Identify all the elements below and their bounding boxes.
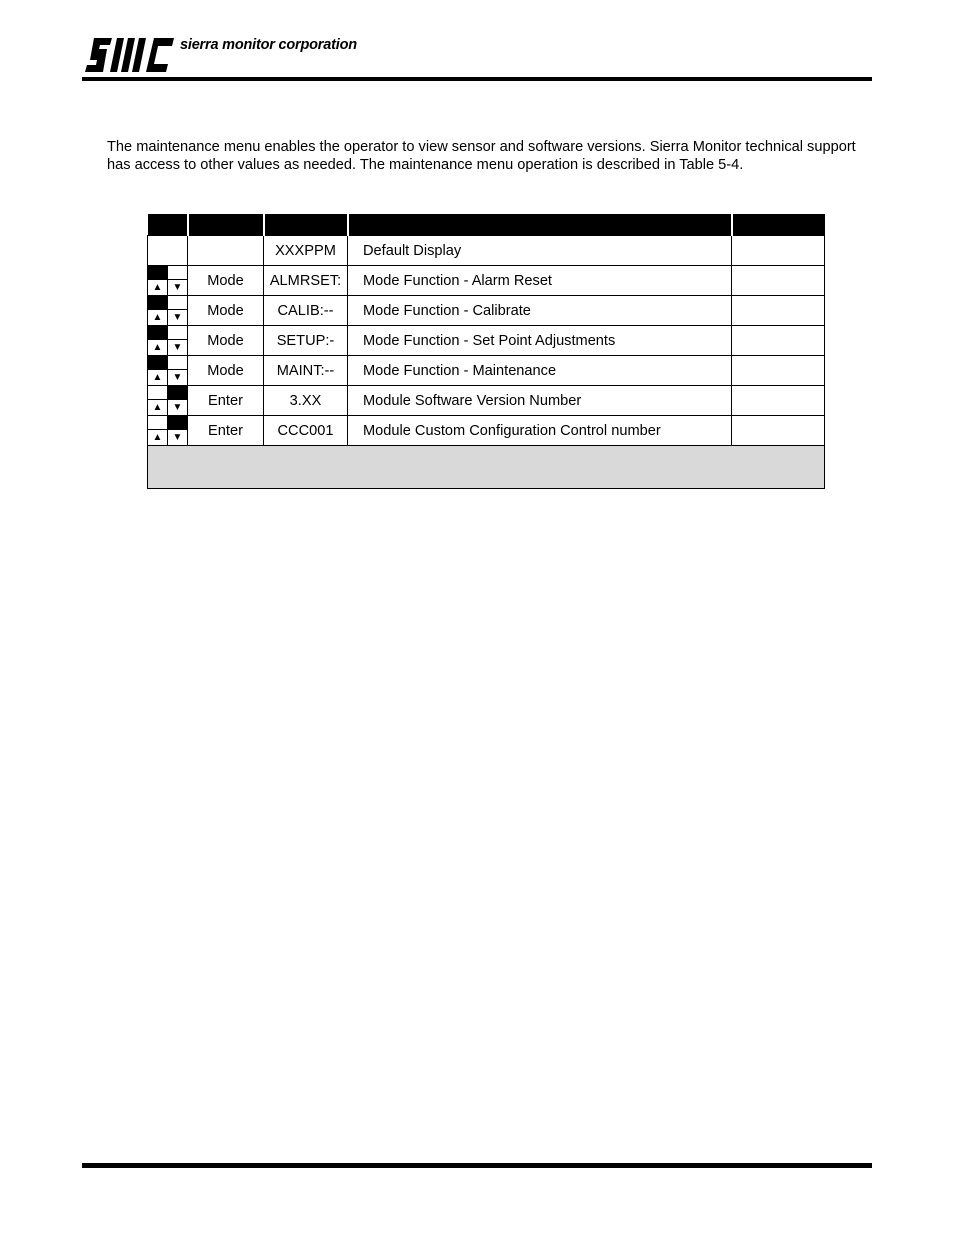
header-rule bbox=[82, 77, 872, 81]
intro-paragraph: The maintenance menu enables the operator to view sensor and software versions. Sierra Monitor technical support has access to other values as needed. The maintenance menu operation is described in Table 5-4. bbox=[107, 139, 856, 173]
footer-rule bbox=[82, 1163, 872, 1168]
press-key-cell: Enter bbox=[188, 386, 264, 416]
key-right-indicator bbox=[168, 296, 187, 309]
key-indicator-cell bbox=[148, 326, 188, 356]
key-left-indicator bbox=[148, 296, 167, 309]
display-text-cell: 3.XX bbox=[264, 386, 348, 416]
company-name: sierra monitor corporation bbox=[180, 37, 357, 53]
key-indicator-cell bbox=[148, 416, 188, 446]
page-header bbox=[84, 36, 872, 82]
table-row bbox=[148, 416, 825, 446]
table-row bbox=[148, 326, 825, 356]
description-cell: Module Software Version Number bbox=[348, 386, 732, 416]
notes-cell bbox=[732, 266, 825, 296]
description-cell: Mode Function - Calibrate bbox=[348, 296, 732, 326]
notes-cell bbox=[732, 236, 825, 266]
press-key-cell bbox=[188, 236, 264, 266]
press-key-cell: Enter bbox=[188, 416, 264, 446]
description-cell: Module Custom Configuration Control number bbox=[348, 416, 732, 446]
display-text-cell: XXXPPM bbox=[264, 236, 348, 266]
description-cell: Mode Function - Set Point Adjustments bbox=[348, 326, 732, 356]
arrow-down-icon: ▼ bbox=[172, 342, 183, 353]
notes-cell bbox=[732, 296, 825, 326]
arrow-up-icon: ▲ bbox=[152, 282, 163, 293]
arrow-up-icon: ▲ bbox=[152, 402, 163, 413]
table-row bbox=[148, 386, 825, 416]
notes-cell bbox=[732, 416, 825, 446]
display-text-cell: SETUP:- bbox=[264, 326, 348, 356]
display-text-cell: CCC001 bbox=[264, 416, 348, 446]
header-cell-description bbox=[348, 214, 732, 236]
press-key-cell: Mode bbox=[188, 296, 264, 326]
key-indicator-cell bbox=[148, 386, 188, 416]
description-cell: Mode Function - Maintenance bbox=[348, 356, 732, 386]
arrow-up-icon: ▲ bbox=[152, 372, 163, 383]
key-right-indicator bbox=[168, 356, 187, 369]
display-text-cell: ALMRSET: bbox=[264, 266, 348, 296]
table-footer-row bbox=[148, 446, 825, 489]
key-indicator-cell bbox=[148, 266, 188, 296]
table-row bbox=[148, 296, 825, 326]
header-cell-notes bbox=[732, 214, 825, 236]
key-right-indicator bbox=[168, 266, 187, 279]
press-key-cell: Mode bbox=[188, 266, 264, 296]
arrow-down-icon: ▼ bbox=[172, 312, 183, 323]
key-left-indicator bbox=[148, 416, 167, 429]
header-cell-keys bbox=[148, 214, 188, 236]
key-left-indicator bbox=[148, 386, 167, 399]
key-indicator-cell bbox=[148, 236, 188, 266]
arrow-down-icon: ▼ bbox=[172, 402, 183, 413]
notes-cell bbox=[732, 356, 825, 386]
table-header-row bbox=[148, 214, 825, 236]
key-indicator-cell bbox=[148, 356, 188, 386]
display-text-cell: CALIB:-- bbox=[264, 296, 348, 326]
key-left-indicator bbox=[148, 266, 167, 279]
key-right-indicator bbox=[168, 386, 187, 399]
table-body bbox=[148, 236, 825, 446]
description-cell: Mode Function - Alarm Reset bbox=[348, 266, 732, 296]
press-key-cell: Mode bbox=[188, 356, 264, 386]
maintenance-menu-table bbox=[147, 214, 825, 489]
key-right-indicator bbox=[168, 326, 187, 339]
press-key-cell: Mode bbox=[188, 326, 264, 356]
key-left-indicator bbox=[148, 326, 167, 339]
table-footer-cell bbox=[148, 446, 825, 489]
description-cell: Default Display bbox=[348, 236, 732, 266]
key-left-indicator bbox=[148, 356, 167, 369]
arrow-up-icon: ▲ bbox=[152, 342, 163, 353]
header-cell-press bbox=[188, 214, 264, 236]
arrow-down-icon: ▼ bbox=[172, 372, 183, 383]
arrow-up-icon: ▲ bbox=[152, 432, 163, 443]
table-row bbox=[148, 236, 825, 266]
key-indicator-cell bbox=[148, 296, 188, 326]
display-text-cell: MAINT:-- bbox=[264, 356, 348, 386]
key-right-indicator bbox=[168, 416, 187, 429]
arrow-down-icon: ▼ bbox=[172, 282, 183, 293]
table-row bbox=[148, 356, 825, 386]
notes-cell bbox=[732, 326, 825, 356]
header-cell-display bbox=[264, 214, 348, 236]
smc-logo-icon bbox=[84, 36, 176, 76]
table-row bbox=[148, 266, 825, 296]
arrow-down-icon: ▼ bbox=[172, 432, 183, 443]
arrow-up-icon: ▲ bbox=[152, 312, 163, 323]
notes-cell bbox=[732, 386, 825, 416]
